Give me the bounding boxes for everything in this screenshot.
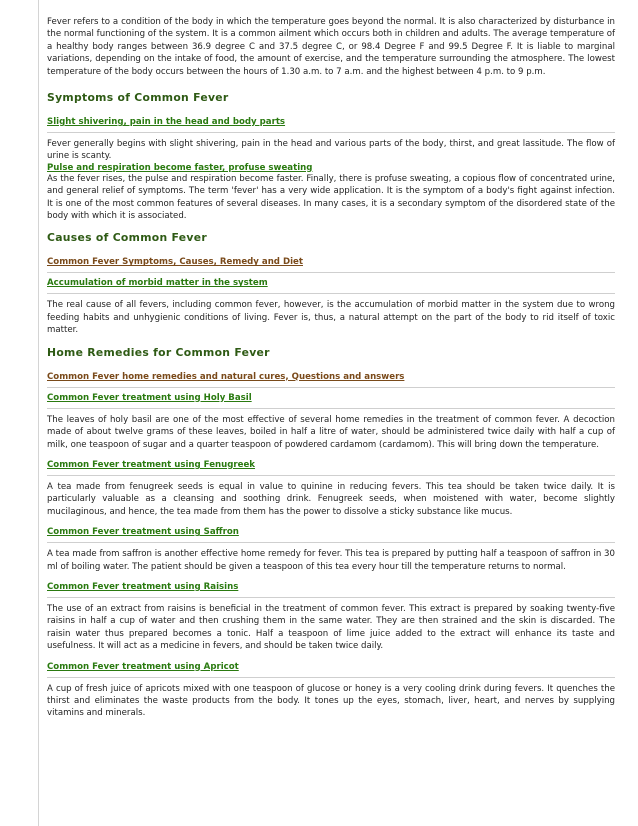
causes-link-overview[interactable]: Common Fever Symptoms, Causes, Remedy and Diet	[47, 257, 303, 268]
article-body	[47, 16, 615, 720]
remedy-paragraph-raisins: The use of an extract from raisins is beneficial in the treatment of common fever. This extract is prepared by soaking twenty-five raisins in half a cup of water and then crushing them in the same water. They are then strained and the skin is discarded. The raisin water thus prepared becomes a tonic. Half a teaspoon of lime juice added to the extract will enhance its taste and usefulness. It will act as a medicine in fevers, and should be taken twice daily.	[47, 603, 615, 652]
remedies-heading: Home Remedies for Common Fever	[47, 345, 270, 359]
symptoms-paragraph-1: Fever generally begins with slight shivering, pain in the head and various parts of the body, thirst, and great lassitude. The flow of urine is scanty.	[47, 139, 615, 162]
remedy-link-raisins[interactable]: Common Fever treatment using Raisins	[47, 581, 239, 592]
margin-rule	[38, 0, 39, 826]
intro-paragraph: Fever refers to a condition of the body in which the temperature goes beyond the normal. It is also characterized by disturbance in the normal functioning of the system. It is a common ailment which occurs both in children and adults. The average temperature of a healthy body ranges between 36.9 degree C and 37.5 degree C, or 98.4 Degree F and 99.5 Degree F. It is liable to marginal variations, depending on the intake of food, the amount of exercise, and the temperature surrounding the atmosphere. The lowest temperature of the body occurs between the hours of 1.30 a.m. to 7 a.m. and the highest between 4 p.m. to 9 p.m.	[47, 17, 615, 77]
symptoms-link-shivering[interactable]: Slight shivering, pain in the head and body parts	[47, 117, 286, 128]
remedy-paragraph-holy-basil: The leaves of holy basil are one of the most effective of several home remedies in the treatment of common fever. A decoction made of about twelve grams of these leaves, boiled in half a litre of water, should be administered twice daily with half a cup of milk, one teaspoon of sugar and a quarter teaspoon of powdered cardamom (cardamom). This will bring down the temperature.	[47, 414, 615, 450]
causes-link-morbid-matter[interactable]: Accumulation of morbid matter in the system	[47, 278, 268, 289]
remedy-link-apricot[interactable]: Common Fever treatment using Apricot	[47, 661, 239, 672]
remedy-paragraph-saffron: A tea made from saffron is another effective home remedy for fever. This tea is prepared by putting half a teaspoon of saffron in 30 ml of boiling water. The patient should be given a teaspoon of this tea every hour till the temperature returns to normal.	[47, 549, 615, 572]
remedies-link-qa[interactable]: Common Fever home remedies and natural cures, Questions and answers	[47, 371, 405, 382]
causes-heading: Causes of Common Fever	[47, 231, 207, 245]
remedy-link-fenugreek[interactable]: Common Fever treatment using Fenugreek	[47, 459, 256, 470]
remedy-link-holy-basil[interactable]: Common Fever treatment using Holy Basil	[47, 392, 252, 403]
remedy-paragraph-apricot: A cup of fresh juice of apricots mixed with one teaspoon of glucose or honey is a very cooling drink during fevers. It quenches the thirst and eliminates the waste products from the body. It tones up the eyes, stomach, liver, heart, and nerves by supplying vitamins and minerals.	[47, 683, 615, 719]
causes-paragraph: The real cause of all fevers, including common fever, however, is the accumulation of morbid matter in the system due to wrong feeding habits and unhygienic conditions of living. Fever is, thus, a natural attempt on the part of the body to rid itself of toxic matter.	[47, 300, 615, 336]
symptoms-heading: Symptoms of Common Fever	[47, 91, 229, 105]
symptoms-link-pulse[interactable]: Pulse and respiration become faster, profuse sweating	[47, 162, 313, 173]
symptoms-paragraph-2: As the fever rises, the pulse and respiration become faster. Finally, there is profuse sweating, a copious flow of concentrated urine, and general relief of symptoms. The term 'fever' has a very wide application. It is the symptom of a body's fight against infection. It is one of the most common features of several diseases. In many cases, it is a secondary symptom of the disordered state of the body with which it is associated.	[47, 173, 615, 222]
remedy-paragraph-fenugreek: A tea made from fenugreek seeds is equal in value to quinine in reducing fevers. This tea should be taken twice daily. It is particularly valuable as a cleansing and soothing drink. Fenugreek seeds, when moistened with water, become slightly mucilaginous, and hence, the tea made from them has the power to dissolve a sticky substance like mucus.	[47, 481, 615, 517]
remedy-link-saffron[interactable]: Common Fever treatment using Saffron	[47, 527, 239, 538]
